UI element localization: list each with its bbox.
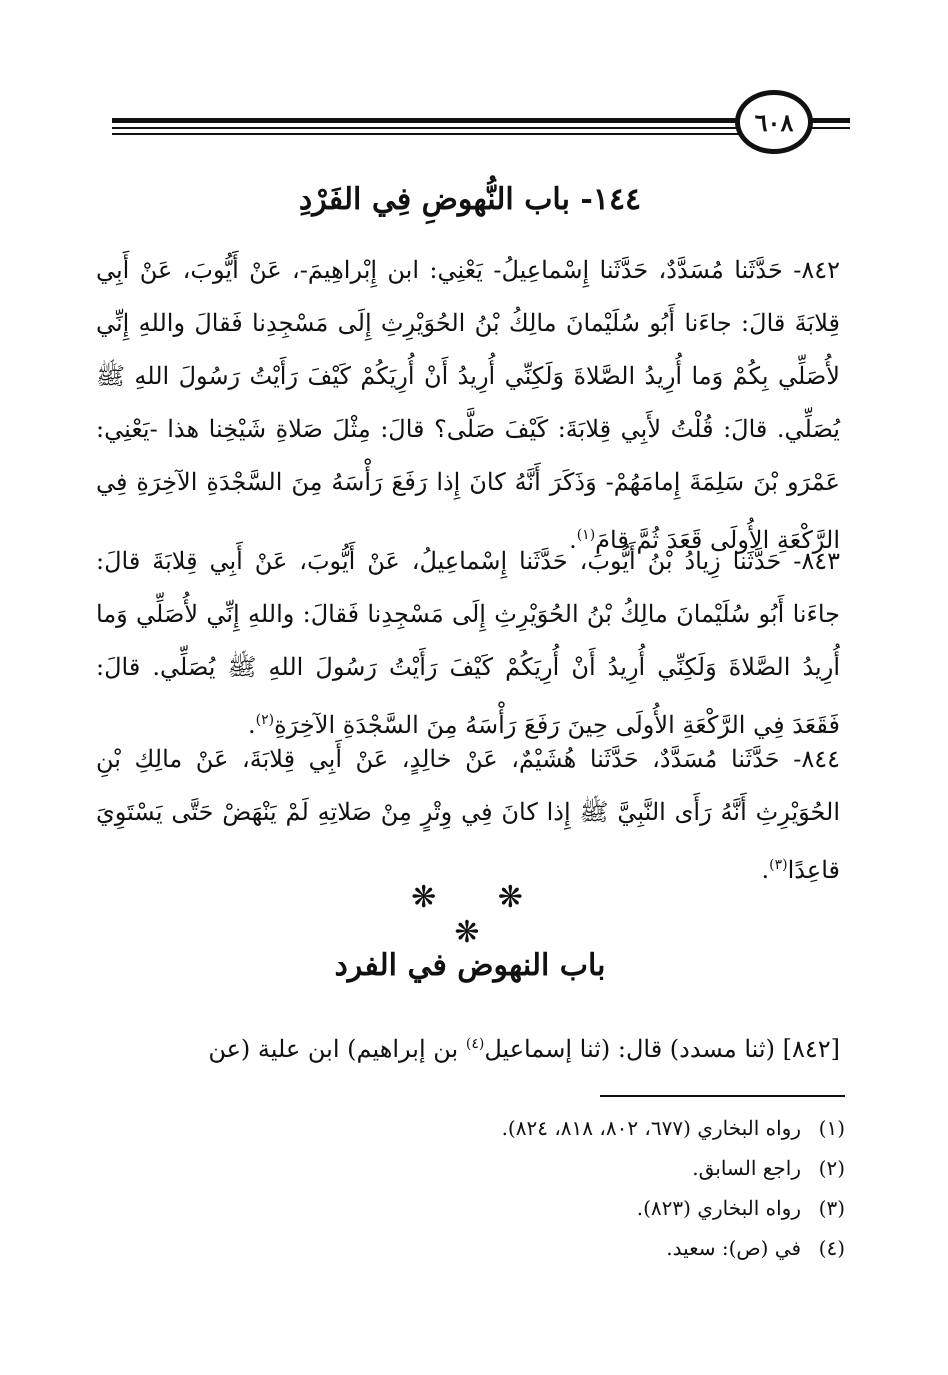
footnote — [380, 1228, 845, 1268]
header-rule — [112, 133, 752, 135]
footnotes — [380, 1108, 845, 1268]
footnote-text: رواه البخاري (٦٧٧، ٨٠٢، ٨١٨، ٨٢٤). — [501, 1116, 801, 1140]
footnote-text: راجع السابق. — [692, 1156, 801, 1180]
footnote-number: (٤) — [818, 1236, 845, 1260]
footnote-ref: (١) — [576, 527, 596, 543]
footnote-text: في (ص): سعيد. — [666, 1236, 801, 1260]
footnote-ref: (٤) — [465, 1036, 485, 1052]
hadith-text: ٨٤٣- حَدَّثَنا زِيادُ بْنُ أَيُّوبَ، حَدَّثَنا إِسْماعِيلُ، عَنْ أَيُّوبَ، عَنْ أَبِي قِلابَةَ قالَ: جاءَنا أَبُو سُلَيْمانَ مالِكُ بْنُ الحُوَيْرِثِ إِلَى مَسْجِدِنا فَقالَ: واللهِ إِنِّي لأُصَلِّي وَما أُرِيدُ الصَّلاةَ وَلَكِنِّي أُرِيدُ أَنْ أُرِيَكُمْ كَيْفَ رَأَيْتُ رَسُولَ اللهِ ﷺ يُصَلِّي. قالَ: فَقَعَدَ فِي الرَّكْعَةِ الأُولَى حِينَ رَفَعَ رَأْسَهُ مِنَ السَّجْدَةِ الآخِرَةِ — [96, 547, 840, 739]
hadith-843: ٨٤٣- حَدَّثَنا زِيادُ بْنُ أَيُّوبَ، حَدَّثَنا إِسْماعِيلُ، عَنْ أَيُّوبَ، عَنْ أَبِي قِلابَةَ قالَ: جاءَنا أَبُو سُلَيْمانَ مالِكُ بْنُ الحُوَيْرِثِ إِلَى مَسْجِدِنا فَقالَ: واللهِ إِنِّي لأُصَلِّي وَما أُرِيدُ الصَّلاةَ وَلَكِنِّي أُرِيدُ أَنْ أُرِيَكُمْ كَيْفَ رَأَيْتُ رَسُولَ اللهِ ﷺ يُصَلِّي. قالَ: فَقَعَدَ فِي الرَّكْعَةِ الأُولَى حِينَ رَفَعَ رَأْسَهُ مِنَ السَّجْدَةِ الآخِرَةِ$^{(٢)}$. — [96, 547, 840, 739]
hadith-text: ٨٤٤- حَدَّثَنا مُسَدَّدٌ، حَدَّثَنا هُشَيْمٌ، عَنْ خالِدٍ، عَنْ أَبِي قِلابَةَ، عَنْ مالِكِ بْنِ الحُوَيْرِثِ أَنَّهُ رَأَى النَّبِيَّ ﷺ إِذا كانَ فِي وِتْرٍ مِنْ صَلاتِهِ لَمْ يَنْهَضْ حَتَّى يَسْتَوِيَ قاعِدًا — [96, 745, 840, 884]
hadith-842: ٨٤٢- حَدَّثَنا مُسَدَّدٌ، حَدَّثَنا إِسْماعِيلُ- يَعْنِي: ابن إِبْراهِيمَ-، عَنْ أَيُّوبَ، عَنْ أَبِي قِلابَةَ قالَ: جاءَنا أَبُو سُلَيْمانَ مالِكُ بْنُ الحُوَيْرِثِ إِلَى مَسْجِدِنا فَقالَ واللهِ إِنِّي لأُصَلِّي بِكُمْ وَما أُرِيدُ الصَّلاةَ وَلَكِنِّي أُرِيدُ أَنْ أُرِيَكُمْ كَيْفَ رَأَيْتُ رَسُولَ اللهِ ﷺ يُصَلِّي. قالَ: قُلْتُ لأَبِي قِلابَةَ: كَيْفَ صَلَّى؟ قالَ: مِثْلَ صَلاةِ شَيْخِنا هذا -يَعْنِي: عَمْرَو بْنَ سَلِمَةَ إِمامَهُمْ- وَذَكَرَ أَنَّهُ كانَ إِذا رَفَعَ رَأْسَهُ مِنَ السَّجْدَةِ الآخِرَةِ فِي الرَّكْعَةِ الأُولَى قَعَدَ ثُمَّ قامَ$^{(١)}$. — [96, 256, 840, 554]
commentary-text-a: [٨٤٢] (ثنا مسدد) قال: (ثنا إسماعيل — [484, 1035, 840, 1063]
chapter-title: ١٤٤- باب النُّهوضِ فِي الفَرْدِ — [298, 182, 642, 217]
footnote-ref: (٣) — [769, 857, 788, 873]
footnote-text: رواه البخاري (٨٢٣). — [636, 1196, 801, 1220]
hadith-text: ٨٤٢- حَدَّثَنا مُسَدَّدٌ، حَدَّثَنا إِسْماعِيلُ- يَعْنِي: ابن إِبْراهِيمَ-، عَنْ أَيُّوبَ، عَنْ أَبِي قِلابَةَ قالَ: جاءَنا أَبُو سُلَيْمانَ مالِكُ بْنُ الحُوَيْرِثِ إِلَى مَسْجِدِنا فَقالَ واللهِ إِنِّي لأُصَلِّي بِكُمْ وَما أُرِيدُ الصَّلاةَ وَلَكِنِّي أُرِيدُ أَنْ أُرِيَكُمْ كَيْفَ رَأَيْتُ رَسُولَ اللهِ ﷺ يُصَلِّي. قالَ: قُلْتُ لأَبِي قِلابَةَ: كَيْفَ صَلَّى؟ قالَ: مِثْلَ صَلاةِ شَيْخِنا هذا -يَعْنِي: عَمْرَو بْنَ سَلِمَةَ إِمامَهُمْ- وَذَكَرَ أَنَّهُ كانَ إِذا رَفَعَ رَأْسَهُ مِنَ السَّجْدَةِ الآخِرَةِ فِي الرَّكْعَةِ الأُولَى قَعَدَ ثُمَّ قامَ — [96, 256, 840, 554]
footnote — [380, 1108, 845, 1148]
page-number: ٦٠٨ — [735, 90, 813, 154]
footnote-number: (٣) — [818, 1196, 845, 1220]
hadith-844: ٨٤٤- حَدَّثَنا مُسَدَّدٌ، حَدَّثَنا هُشَيْمٌ، عَنْ خالِدٍ، عَنْ أَبِي قِلابَةَ، عَنْ مالِكِ بْنِ الحُوَيْرِثِ أَنَّهُ رَأَى النَّبِيَّ ﷺ إِذا كانَ فِي وِتْرٍ مِنْ صَلاتِهِ لَمْ يَنْهَضْ حَتَّى يَسْتَوِيَ قاعِدًا$^{(٣)}$. — [96, 745, 840, 884]
commentary-text-b: بن إبراهيم) ابن علية (عن — [208, 1035, 466, 1063]
footnote-number: (١) — [818, 1116, 845, 1140]
commentary-title: باب النهوض في الفرد — [334, 948, 606, 983]
footnote-number: (٢) — [818, 1156, 845, 1180]
footnote — [380, 1148, 845, 1188]
commentary-text — [96, 1018, 840, 1076]
footnote-divider — [600, 1095, 845, 1097]
section-separator: ❋ ❋ ❋ — [411, 880, 549, 950]
footnote-ref: (٢) — [255, 712, 275, 728]
header-rule — [112, 118, 752, 123]
page-header — [0, 0, 948, 180]
footnote — [380, 1188, 845, 1228]
header-rule — [112, 127, 752, 129]
